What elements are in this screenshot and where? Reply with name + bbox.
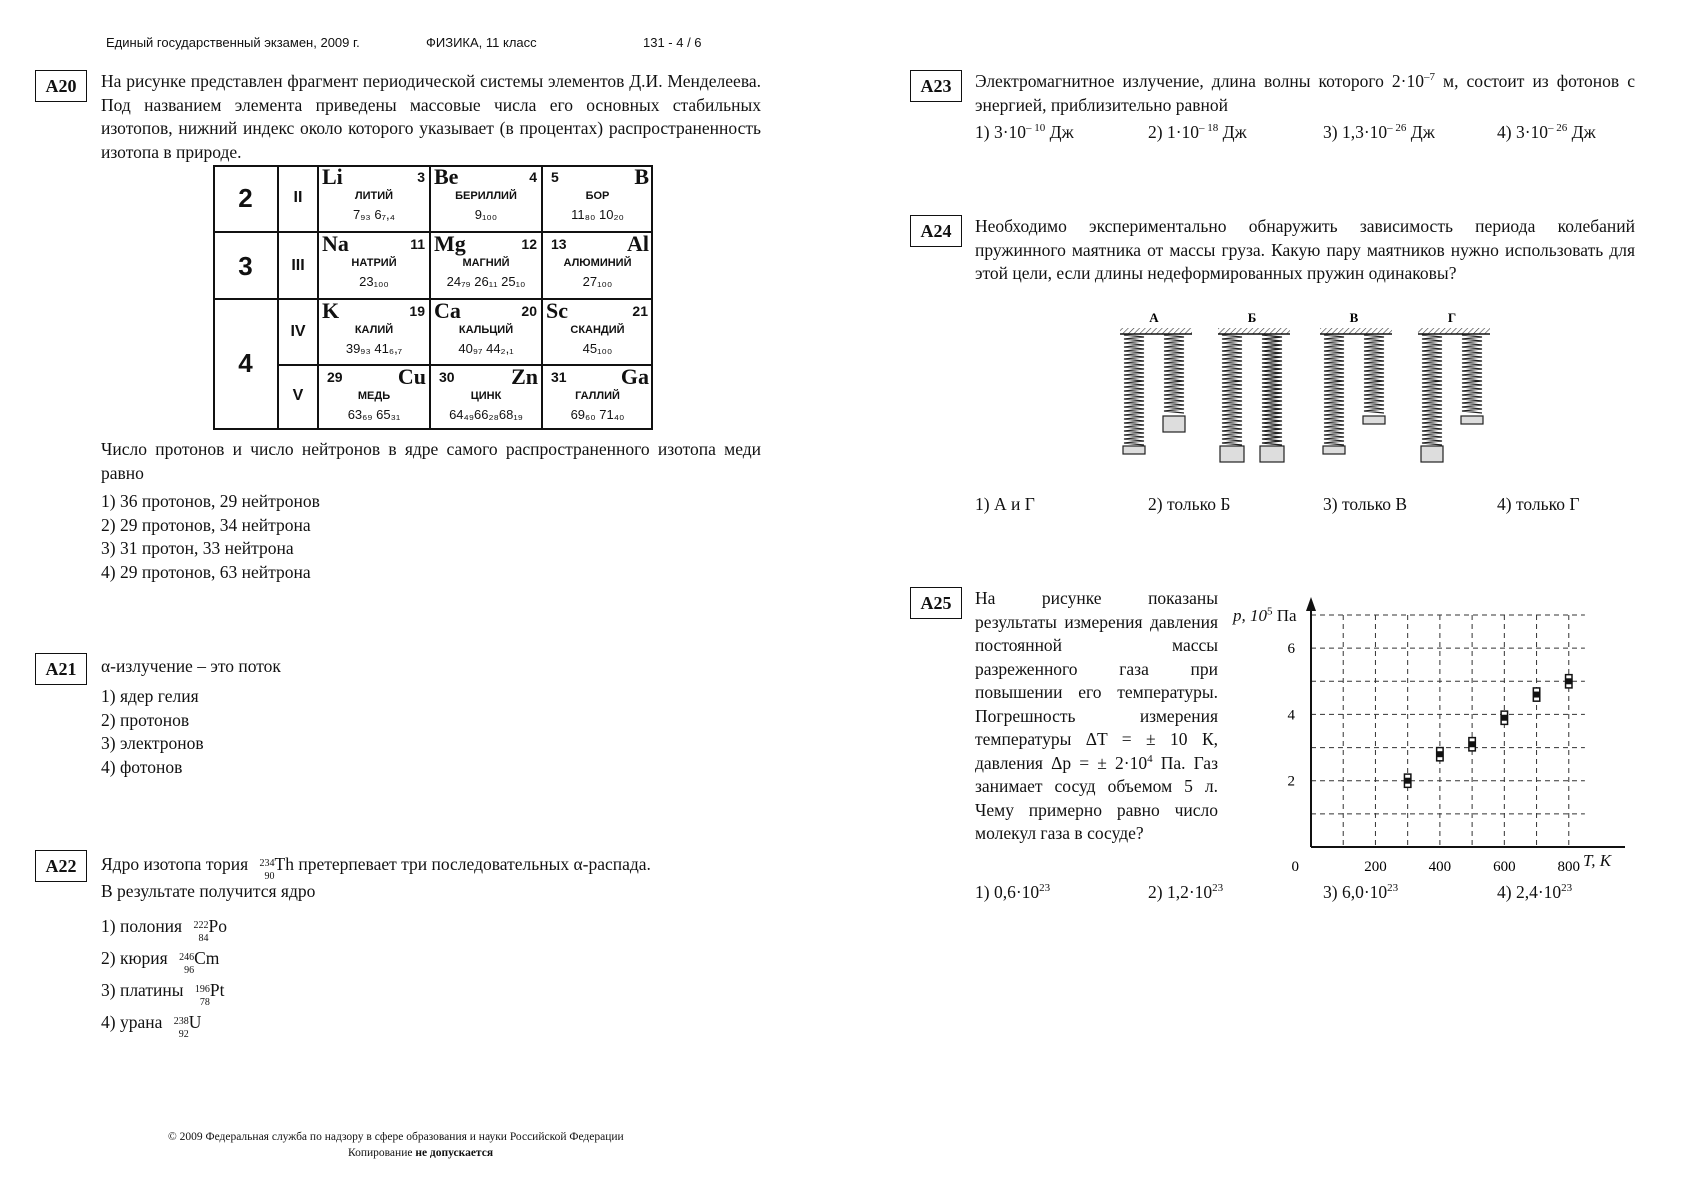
a22-option-text: 1) полония (101, 916, 187, 936)
element-cell-ca (430, 299, 542, 365)
pendulum-label: А (1149, 312, 1159, 325)
weight (1421, 446, 1443, 462)
data-point (1566, 675, 1572, 688)
a23-option-4[interactable]: 4) $3\cdot 10^{- 26}$ Дж (1497, 122, 1596, 142)
data-point (1404, 774, 1410, 787)
element-isotopes: 24₇₉ 26₁₁ 25₁₀ (446, 274, 526, 289)
question-label-a24: А24 (910, 215, 962, 247)
x-tick-label: 200 (1364, 859, 1387, 875)
group-V: V (292, 387, 304, 404)
pendulum-label: Г (1447, 312, 1457, 325)
element-cell-zn (430, 365, 542, 430)
element-isotopes: 39₉₃ 41₆,₇ (345, 341, 403, 356)
a21-option-4[interactable]: 4) фотонов (101, 757, 183, 777)
element-name: ЦИНК (470, 390, 502, 402)
element-symbol: Li (322, 164, 343, 189)
spring (1124, 334, 1144, 445)
period-3: 3 (238, 251, 253, 281)
periodic-table (210, 165, 653, 430)
element-isotopes: 63₆₉ 65₃₁ (347, 407, 401, 422)
a24-option-3[interactable]: 3) только В (1323, 494, 1408, 514)
spring (1222, 334, 1242, 445)
question-label-a20: А20 (35, 70, 87, 102)
element-symbol: Al (627, 231, 649, 256)
element-cell-b (542, 165, 653, 232)
element-number: 30 (439, 369, 455, 385)
a25-text: На рисунке показаны результаты измерения давления постоянной массы разреженного газа при повышении его температуры. Погрешность измерения температуры ΔT = ± 10 К, давления Δp = ± $2\cdot 10^4$ Па. Газ занимает сосуд объемом 5 л. Чему примерно равно число молекул газа в сосуде? (975, 588, 1218, 843)
element-name: ЛИТИЙ (354, 190, 394, 202)
weight (1163, 416, 1185, 432)
period-2: 2 (238, 183, 253, 213)
element-symbol: Na (322, 231, 349, 256)
element-number: 29 (327, 369, 343, 385)
a21-option-3[interactable]: 3) электронов (101, 733, 204, 753)
group-IV: IV (290, 323, 306, 340)
a21-option-1[interactable]: 1) ядер гелия (101, 686, 199, 706)
element-number: 31 (551, 369, 567, 385)
x-tick-label: 400 (1428, 859, 1452, 875)
element-number: 11 (410, 236, 425, 252)
element-name: НАТРИЙ (351, 257, 397, 269)
element-name: МЕДЬ (357, 390, 391, 402)
a25-option-2[interactable]: 2) $1,2\cdot 10^{23}$ (1148, 882, 1224, 902)
a23-option-2[interactable]: 2) $1\cdot 10^{- 18}$ Дж (1148, 122, 1247, 142)
element-isotopes: 40₉₇ 44₂,₁ (458, 341, 514, 356)
element-isotopes: 23₁₀₀ (359, 274, 389, 289)
a23-option-3[interactable]: 3) $1,3\cdot 10^{- 26}$ Дж (1323, 122, 1435, 142)
a23-option-1[interactable]: 1) $3\cdot 10^{- 10}$ Дж (975, 122, 1074, 142)
pendulums-figure (1110, 312, 1510, 472)
question-label-a25: А25 (910, 587, 962, 619)
spring (1262, 334, 1282, 445)
pendulum-set-1 (1120, 312, 1192, 454)
group-III: III (291, 257, 305, 274)
a20-option-3[interactable]: 3) 31 протон, 33 нейтрона (101, 538, 294, 558)
element-symbol: Cu (397, 364, 426, 389)
a22-text-c: В результате получится ядро (101, 881, 316, 901)
y-tick-label: 2 (1287, 773, 1295, 790)
point-marker (1501, 715, 1507, 721)
a24-option-1[interactable]: 1) А и Г (975, 494, 1035, 514)
subject-title: ФИЗИКА, 11 класс (426, 35, 537, 50)
a24-text: Необходимо экспериментально обнаружить зависимость периода колебаний пружинного маятника от массы груза. Какую пару маятников нужно использовать для этой цели, если длины недеформированных пружин одинаковы? (975, 216, 1635, 283)
nuclide-symbol: U (188, 1012, 202, 1032)
origin-label: 0 (1291, 859, 1299, 875)
point-marker (1566, 678, 1572, 684)
a22-option-3[interactable] (101, 979, 225, 1008)
weight (1260, 446, 1284, 462)
element-symbol: Sc (546, 298, 568, 323)
element-number: 5 (551, 169, 559, 185)
element-isotopes: 11₈₀ 10₂₀ (571, 207, 624, 222)
period-4: 4 (238, 348, 253, 378)
element-cell-na (318, 232, 430, 299)
element-number: 3 (417, 169, 425, 185)
a20-option-4[interactable]: 4) 29 протонов, 63 нейтрона (101, 562, 311, 582)
element-name: АЛЮМИНИЙ (563, 257, 632, 269)
element-cell-cu (318, 365, 430, 430)
element-number: 21 (632, 303, 648, 319)
spring (1462, 334, 1482, 413)
element-isotopes: 27₁₀₀ (582, 274, 613, 289)
a20-option-1[interactable]: 1) 36 протонов, 29 нейтронов (101, 491, 320, 511)
element-number: 13 (551, 236, 567, 252)
element-symbol: Be (434, 164, 459, 189)
y-axis-arrow (1306, 597, 1316, 611)
footer-copy-note: Копирование не допускается (348, 1147, 494, 1159)
element-number: 4 (529, 169, 537, 185)
a22-option-text: 4) урана (101, 1012, 167, 1032)
x-tick-label: 600 (1493, 859, 1516, 875)
weight (1461, 416, 1483, 424)
question-label-a22: А22 (35, 850, 87, 882)
element-number: 12 (521, 236, 537, 252)
y-tick-label: 4 (1287, 707, 1295, 724)
a24-option-2[interactable]: 2) только Б (1148, 494, 1231, 514)
element-symbol: Zn (511, 364, 538, 389)
element-symbol: Ca (434, 298, 461, 323)
nuclide-notation: 246 96 (179, 951, 195, 976)
a20-text: На рисунке представлен фрагмент периодической системы элементов Д.И. Менделеева. Под названием элемента приведены массовые числа его основных стабильных изотопов, нижний индекс около которого указывает (в процентах) распространенность изотопа в природе. (101, 71, 761, 162)
a22-option-2[interactable] (101, 947, 220, 976)
weight (1323, 446, 1345, 454)
question-label-a23: А23 (910, 70, 962, 102)
element-symbol: B (634, 164, 649, 189)
pendulum-set-4 (1418, 312, 1490, 462)
element-symbol: Ga (620, 364, 649, 389)
a22-option-text: 3) платины (101, 980, 188, 1000)
spring (1324, 334, 1344, 445)
a21-text: α-излучение – это поток (101, 656, 281, 676)
group-II: II (293, 189, 303, 206)
pendulum-set-3 (1320, 312, 1392, 454)
pendulum-label: В (1349, 312, 1359, 325)
nuclide-symbol: Pt (209, 980, 225, 1000)
pressure-temperature-chart (1225, 595, 1625, 880)
point-marker (1534, 692, 1540, 698)
a20-question: Число протонов и число нейтронов в ядре самого распространенного изотопа меди равно (101, 439, 761, 483)
element-symbol: Mg (434, 231, 466, 256)
element-number: 19 (409, 303, 425, 319)
element-number: 20 (521, 303, 537, 319)
y-tick-label: 6 (1287, 641, 1295, 658)
nuclide-notation: 238 92 (173, 1015, 189, 1040)
a24-option-4[interactable]: 4) только Г (1497, 494, 1580, 514)
a21-option-2[interactable]: 2) протонов (101, 710, 190, 730)
weight (1363, 416, 1385, 424)
page-number: 131 - 4 / 6 (643, 35, 702, 50)
element-name: БОР (585, 190, 610, 202)
spring (1164, 334, 1184, 413)
a22-option-text: 2) кюрия (101, 948, 173, 968)
point-marker (1405, 778, 1411, 784)
data-point (1533, 688, 1539, 701)
footer-copyright: © 2009 Федеральная служба по надзору в сфере образования и науки Российской Федерации (168, 1131, 624, 1143)
pendulum-label: Б (1247, 312, 1257, 325)
a25-option-3[interactable]: 3) $6,0\cdot 10^{23}$ (1323, 882, 1399, 902)
a20-option-2[interactable]: 2) 29 протонов, 34 нейтрона (101, 515, 311, 535)
element-isotopes: 64₄₉66₂₈68₁₉ (449, 407, 523, 422)
chart-xlabel: T, К (1583, 851, 1611, 870)
element-cell-mg (430, 232, 542, 299)
element-cell-be (430, 165, 542, 232)
a22-option-1[interactable] (101, 915, 227, 944)
x-tick-label: 800 (1557, 859, 1581, 875)
element-name: БЕРИЛЛИЙ (455, 190, 517, 202)
element-cell-al (542, 232, 653, 299)
element-name: МАГНИЙ (462, 257, 510, 269)
question-label-a21: А21 (35, 653, 87, 685)
a25-option-4[interactable]: 4) $2,4\cdot 10^{23}$ (1497, 882, 1573, 902)
element-cell-ga (542, 365, 653, 430)
element-cell-sc (542, 299, 653, 365)
nuclide-notation: 196 78 (194, 983, 210, 1008)
element-symbol: K (322, 298, 340, 323)
a22-text: Ядро изотопа тория 234 90 Th претерпевает три последовательных α-распада. (101, 854, 651, 882)
nuclide-notation: 222 84 (193, 919, 209, 944)
element-cell-k (318, 299, 430, 365)
element-name: ГАЛЛИЙ (575, 390, 620, 402)
element-name: СКАНДИЙ (570, 324, 625, 336)
spring (1422, 334, 1442, 445)
element-isotopes: 45₁₀₀ (582, 341, 613, 356)
nuclide-symbol: Po (208, 916, 227, 936)
element-isotopes: 7₉₃ 6₇,₄ (353, 207, 395, 222)
weight (1220, 446, 1244, 462)
element-cell-li (318, 165, 430, 232)
element-isotopes: 69₆₀ 71₄₀ (570, 407, 625, 422)
weight (1123, 446, 1145, 454)
exam-title: Единый государственный экзамен, 2009 г. (106, 35, 360, 50)
data-point (1437, 748, 1443, 761)
element-name: КАЛЬЦИЙ (458, 324, 514, 336)
a23-text: Электромагнитное излучение, длина волны которого $2\cdot 10^{-7}$ м, состоит из фотонов с энергией, приблизительно равной (975, 71, 1635, 115)
chart-ylabel: p, $10^5$ Па (1233, 605, 1297, 625)
a22-option-4[interactable] (101, 1011, 202, 1040)
data-point (1469, 738, 1475, 751)
a25-option-1[interactable]: 1) $0,6\cdot 10^{23}$ (975, 882, 1051, 902)
element-name: КАЛИЙ (354, 324, 394, 336)
point-marker (1437, 751, 1443, 757)
element-isotopes: 9₁₀₀ (474, 207, 498, 222)
thorium-nuclide: 234 90 (259, 857, 275, 882)
pendulum-set-2 (1218, 312, 1290, 462)
spring (1364, 334, 1384, 413)
data-point (1501, 711, 1507, 724)
nuclide-symbol: Cm (194, 948, 220, 968)
point-marker (1469, 741, 1475, 747)
